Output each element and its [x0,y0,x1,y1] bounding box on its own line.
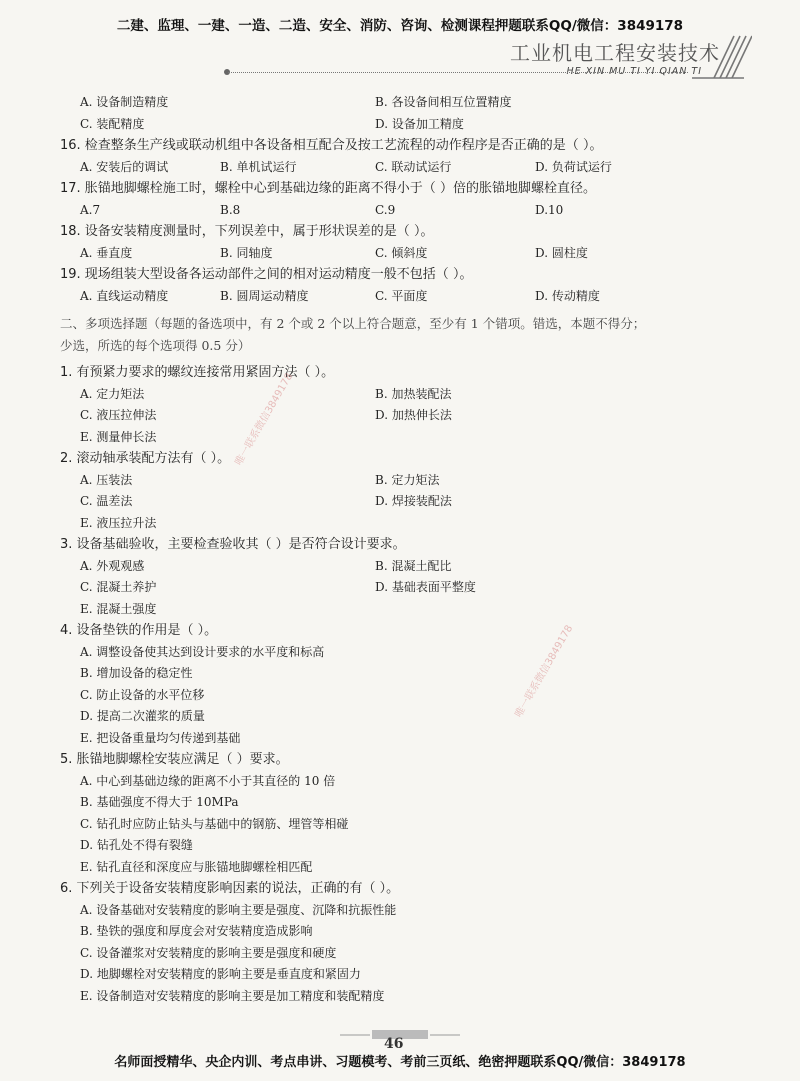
option-row [60,986,750,1008]
option-row [60,663,750,685]
option-row [60,706,750,728]
answer-option: D. 加热伸长法 [375,408,452,422]
question-stem: 17. 胀锚地脚螺栓施工时，螺栓中心到基础边缘的距离不得小于（ ）倍的胀锚地脚螺栓直径。 [60,181,596,196]
answer-option: D. 设备加工精度 [375,116,464,131]
answer-option: A. 中心到基础边缘的距离不小于其直径的 10 倍 [80,773,336,788]
answer-option: C. 钻孔时应防止钻头与基础中的钢筋、埋管等相碰 [80,816,349,831]
option-row [60,384,750,406]
answer-option: B. 同轴度 [220,245,273,260]
option-row [60,900,750,922]
answer-option: B. 加热装配法 [375,386,452,401]
option-row [60,427,750,449]
option-row [60,943,750,965]
answer-option: C. 装配精度 [80,116,145,131]
answer-option: B. 垫铁的强度和厚度会对安装精度造成影响 [80,924,313,938]
option-row [60,470,750,492]
answer-option: A. 安装后的调试 [80,159,169,174]
answer-option: D. 钻孔处不得有裂缝 [80,838,193,852]
question-stem: 6. 下列关于设备安装精度影响因素的说法，正确的有（ ）。 [60,881,400,896]
answer-option: E. 液压拉升法 [80,515,157,530]
answer-option: A. 调整设备使其达到设计要求的水平度和标高 [80,644,325,659]
bottom-banner: 名师面授精华、央企内训、考点串讲、习题模考、考前三页纸、绝密押题联系QQ/微信：3849178 [114,1055,686,1070]
answer-option: D. 负荷试运行 [535,159,612,174]
answer-option: C. 液压拉伸法 [80,408,157,422]
option-row [60,577,750,599]
answer-option: B. 圆周运动精度 [220,288,309,303]
answer-option: B.8 [220,202,241,217]
answer-option: D. 传动精度 [535,288,600,303]
answer-option: C. 防止设备的水平位移 [80,687,205,702]
question-stem: 5. 胀锚地脚螺栓安装应满足（ ）要求。 [60,752,289,767]
watermark: 唯一联系微信3849178 [233,371,296,468]
answer-option: C. 混凝土养护 [80,580,157,594]
option-row [60,556,750,578]
option-row [60,835,750,857]
answer-option: A. 外观观感 [80,558,145,573]
page-number: 46 [384,1036,404,1052]
option-row [60,599,750,621]
answer-option: A. 压装法 [80,472,133,487]
top-banner: 二建、监理、一建、一造、二造、安全、消防、咨询、检测课程押题联系QQ/微信：3849178 [116,18,684,34]
option-row [60,243,750,265]
answer-option: A. 设备制造精度 [80,95,169,109]
answer-option: C. 倾斜度 [375,245,428,260]
answer-option: D. 提高二次灌浆的质量 [80,709,205,723]
question-stem: 16. 检查整条生产线或联动机组中各设备相互配合及按工艺流程的动作程序是否正确的是（ ）。 [60,138,603,153]
answer-option: D. 地脚螺栓对安装精度的影响主要是垂直度和紧固力 [80,967,361,981]
section-heading: 少选，所选的每个选项得 0.5 分） [60,337,251,353]
answer-option: C. 联动试运行 [375,159,452,174]
option-row [60,114,750,136]
answer-option: A. 设备基础对安装精度的影响主要是强度、沉降和抗振性能 [80,902,397,917]
option-row [60,405,750,427]
option-row [60,771,750,793]
option-row [60,792,750,814]
answer-option: B. 基础强度不得大于 10MPa [80,795,239,809]
answer-option: B. 各设备间相互位置精度 [375,95,512,109]
watermark: 唯一联系微信3849178 [513,623,576,720]
answer-option: E. 测量伸长法 [80,429,157,444]
header-divider [228,72,688,73]
answer-option: B. 单机试运行 [220,159,297,174]
option-row [60,286,750,308]
option-row [60,728,750,750]
answer-option: C. 温差法 [80,494,133,508]
option-row [60,685,750,707]
answer-option: E. 混凝土强度 [80,601,157,616]
answer-option: D.10 [535,202,564,217]
header-title: 工业机电工程安装技术 [510,41,720,65]
answer-option: B. 定力矩法 [375,472,440,487]
answer-option: C. 平面度 [375,288,428,303]
option-row [60,921,750,943]
question-stem: 18. 设备安装精度测量时，下列误差中，属于形状误差的是（ ）。 [60,224,434,239]
answer-option: C. 设备灌浆对安装精度的影响主要是强度和硬度 [80,945,337,960]
answer-option: D. 基础表面平整度 [375,580,476,594]
answer-option: D. 圆柱度 [535,245,588,260]
option-row [60,513,750,535]
option-row [60,964,750,986]
answer-option: B. 增加设备的稳定性 [80,666,193,680]
question-stem: 4. 设备垫铁的作用是（ ）。 [60,623,218,638]
answer-option: E. 把设备重量均匀传递到基础 [80,730,241,745]
option-row [60,814,750,836]
question-stem: 1. 有预紧力要求的螺纹连接常用紧固方法（ ）。 [60,365,335,380]
option-row [60,200,750,222]
question-stem: 2. 滚动轴承装配方法有（ ）。 [60,451,231,466]
answer-option: E. 设备制造对安装精度的影响主要是加工精度和装配精度 [80,988,385,1003]
answer-option: A. 定力矩法 [80,386,145,401]
question-content [60,92,750,1007]
header-subtitle: HE XIN MU TI YI QIAN TI [566,66,702,77]
answer-option: D. 焊接装配法 [375,494,452,508]
option-row [60,92,750,114]
answer-option: C.9 [375,202,396,217]
answer-option: B. 混凝土配比 [375,558,452,573]
answer-option: A. 直线运动精度 [80,288,169,303]
option-row [60,642,750,664]
question-stem: 3. 设备基础验收，主要检查验收其（ ）是否符合设计要求。 [60,537,406,552]
option-row [60,491,750,513]
answer-option: A. 垂直度 [80,245,133,260]
answer-option: A.7 [80,202,101,217]
question-stem: 19. 现场组装大型设备各运动部件之间的相对运动精度一般不包括（ ）。 [60,267,473,282]
answer-option: E. 钻孔直径和深度应与胀锚地脚螺栓相匹配 [80,859,313,874]
section-heading: 二、多项选择题（每题的备选项中，有 2 个或 2 个以上符合题意，至少有 1 个错项。错选，本题不得分； [60,316,646,331]
option-row [60,857,750,879]
option-row [60,157,750,179]
